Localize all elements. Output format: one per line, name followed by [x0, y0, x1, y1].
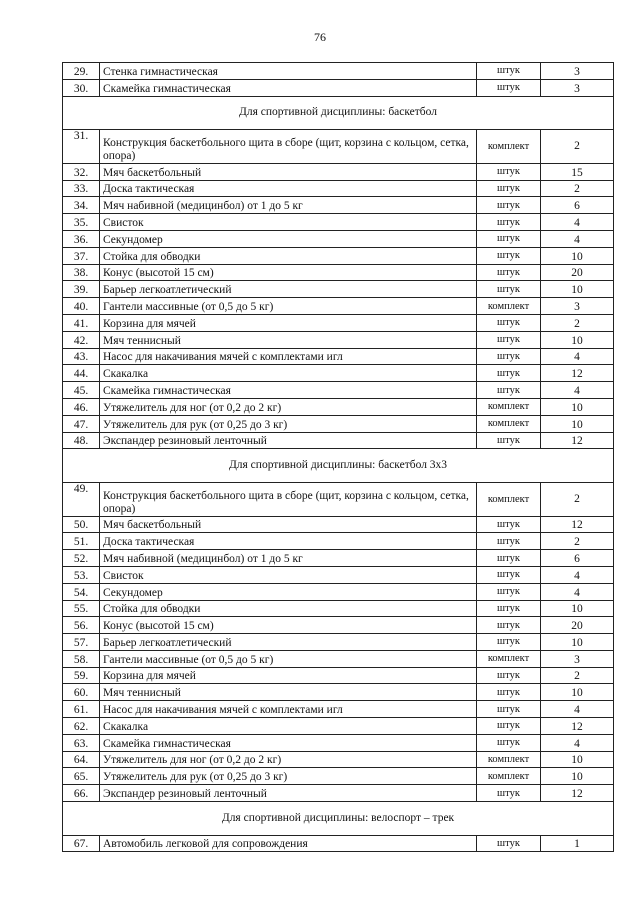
row-number: 62. — [63, 718, 100, 735]
item-unit: штук — [477, 382, 541, 399]
item-quantity: 10 — [541, 751, 614, 768]
item-name: Скамейка гимнастическая — [100, 79, 477, 96]
table-row — [63, 751, 614, 768]
table-row — [63, 298, 614, 315]
item-unit: штук — [477, 163, 541, 180]
item-name: Барьер легкоатлетический — [100, 281, 477, 298]
item-quantity: 12 — [541, 516, 614, 533]
row-number: 44. — [63, 365, 100, 382]
row-number: 34. — [63, 197, 100, 214]
row-number: 38. — [63, 264, 100, 281]
section-title: Для спортивной дисциплины: велоспорт – трек — [63, 802, 614, 836]
item-name: Корзина для мячей — [100, 667, 477, 684]
item-quantity: 12 — [541, 432, 614, 449]
item-quantity: 10 — [541, 768, 614, 785]
item-name: Автомобиль легковой для сопровождения — [100, 835, 477, 852]
table-row — [63, 734, 614, 751]
item-unit: штук — [477, 684, 541, 701]
item-unit: комплект — [477, 482, 541, 516]
item-name: Утяжелитель для ног (от 0,2 до 2 кг) — [100, 398, 477, 415]
item-name: Насос для накачивания мячей с комплектами игл — [100, 348, 477, 365]
table-row — [63, 398, 614, 415]
table-row — [63, 79, 614, 96]
item-unit: штук — [477, 281, 541, 298]
item-unit: комплект — [477, 768, 541, 785]
item-name: Гантели массивные (от 0,5 до 5 кг) — [100, 298, 477, 315]
row-number: 52. — [63, 550, 100, 567]
item-unit: штук — [477, 63, 541, 80]
item-quantity: 2 — [541, 130, 614, 164]
item-unit: штук — [477, 314, 541, 331]
table-row — [63, 482, 614, 516]
item-quantity: 6 — [541, 197, 614, 214]
item-quantity: 10 — [541, 600, 614, 617]
row-number: 39. — [63, 281, 100, 298]
item-quantity: 4 — [541, 734, 614, 751]
item-quantity: 4 — [541, 701, 614, 718]
item-name: Конус (высотой 15 см) — [100, 264, 477, 281]
item-name: Стойка для обводки — [100, 247, 477, 264]
item-quantity: 12 — [541, 718, 614, 735]
item-quantity: 2 — [541, 667, 614, 684]
row-number: 29. — [63, 63, 100, 80]
item-unit: штук — [477, 785, 541, 802]
item-unit: штук — [477, 718, 541, 735]
item-unit: комплект — [477, 130, 541, 164]
item-unit: штук — [477, 230, 541, 247]
section-header-row — [63, 449, 614, 483]
item-quantity: 10 — [541, 247, 614, 264]
item-name: Мяч баскетбольный — [100, 163, 477, 180]
item-quantity: 10 — [541, 634, 614, 651]
item-name: Скамейка гимнастическая — [100, 734, 477, 751]
item-quantity: 4 — [541, 566, 614, 583]
table-row — [63, 331, 614, 348]
table-row — [63, 415, 614, 432]
item-name: Мяч набивной (медицинбол) от 1 до 5 кг — [100, 550, 477, 567]
item-name: Мяч теннисный — [100, 331, 477, 348]
row-number: 56. — [63, 617, 100, 634]
table-row — [63, 247, 614, 264]
table-row — [63, 214, 614, 231]
item-name: Конструкция баскетбольного щита в сборе (щит, корзина с кольцом, сетка, опора) — [100, 482, 477, 516]
table-row — [63, 197, 614, 214]
item-name: Скамейка гимнастическая — [100, 382, 477, 399]
row-number: 45. — [63, 382, 100, 399]
row-number: 35. — [63, 214, 100, 231]
table-row — [63, 180, 614, 197]
row-number: 58. — [63, 650, 100, 667]
item-quantity: 10 — [541, 415, 614, 432]
item-name: Свисток — [100, 566, 477, 583]
item-name: Скакалка — [100, 718, 477, 735]
item-quantity: 4 — [541, 583, 614, 600]
row-number: 49. — [63, 482, 100, 516]
item-quantity: 3 — [541, 650, 614, 667]
table-row — [63, 835, 614, 852]
row-number: 42. — [63, 331, 100, 348]
table-row — [63, 230, 614, 247]
item-quantity: 15 — [541, 163, 614, 180]
row-number: 37. — [63, 247, 100, 264]
table-row — [63, 617, 614, 634]
item-name: Стойка для обводки — [100, 600, 477, 617]
item-name: Свисток — [100, 214, 477, 231]
item-name: Утяжелитель для рук (от 0,25 до 3 кг) — [100, 768, 477, 785]
item-quantity: 4 — [541, 348, 614, 365]
table-row — [63, 382, 614, 399]
item-quantity: 4 — [541, 230, 614, 247]
row-number: 46. — [63, 398, 100, 415]
item-quantity: 20 — [541, 264, 614, 281]
section-title: Для спортивной дисциплины: баскетбол — [63, 96, 614, 130]
equipment-table — [62, 62, 614, 852]
item-name: Доска тактическая — [100, 180, 477, 197]
item-name: Конус (высотой 15 см) — [100, 617, 477, 634]
item-unit: штук — [477, 550, 541, 567]
table-row — [63, 566, 614, 583]
row-number: 61. — [63, 701, 100, 718]
item-quantity: 3 — [541, 63, 614, 80]
item-unit: штук — [477, 533, 541, 550]
item-name: Секундомер — [100, 583, 477, 600]
page-number: 76 — [314, 30, 326, 44]
item-quantity: 12 — [541, 785, 614, 802]
table-row — [63, 718, 614, 735]
item-name: Корзина для мячей — [100, 314, 477, 331]
item-name: Мяч теннисный — [100, 684, 477, 701]
row-number: 31. — [63, 130, 100, 164]
item-quantity: 1 — [541, 835, 614, 852]
row-number: 65. — [63, 768, 100, 785]
row-number: 51. — [63, 533, 100, 550]
row-number: 48. — [63, 432, 100, 449]
item-name: Насос для накачивания мячей с комплектами игл — [100, 701, 477, 718]
item-name: Утяжелитель для рук (от 0,25 до 3 кг) — [100, 415, 477, 432]
item-name: Гантели массивные (от 0,5 до 5 кг) — [100, 650, 477, 667]
row-number: 63. — [63, 734, 100, 751]
table-row — [63, 130, 614, 164]
row-number: 60. — [63, 684, 100, 701]
row-number: 40. — [63, 298, 100, 315]
item-unit: штук — [477, 432, 541, 449]
item-unit: штук — [477, 180, 541, 197]
table-row — [63, 516, 614, 533]
item-unit: штук — [477, 701, 541, 718]
item-quantity: 20 — [541, 617, 614, 634]
item-quantity: 2 — [541, 482, 614, 516]
table-row — [63, 314, 614, 331]
item-quantity: 2 — [541, 314, 614, 331]
item-quantity: 4 — [541, 382, 614, 399]
table-row — [63, 432, 614, 449]
item-unit: штук — [477, 566, 541, 583]
item-quantity: 2 — [541, 180, 614, 197]
table-row — [63, 667, 614, 684]
row-number: 66. — [63, 785, 100, 802]
item-unit: комплект — [477, 650, 541, 667]
item-name: Утяжелитель для ног (от 0,2 до 2 кг) — [100, 751, 477, 768]
table-row — [63, 533, 614, 550]
row-number: 33. — [63, 180, 100, 197]
table-row — [63, 701, 614, 718]
item-unit: штук — [477, 197, 541, 214]
item-name: Барьер легкоатлетический — [100, 634, 477, 651]
row-number: 36. — [63, 230, 100, 247]
item-quantity: 6 — [541, 550, 614, 567]
item-unit: штук — [477, 516, 541, 533]
item-name: Конструкция баскетбольного щита в сборе (щит, корзина с кольцом, сетка, опора) — [100, 130, 477, 164]
item-quantity: 10 — [541, 281, 614, 298]
item-quantity: 4 — [541, 214, 614, 231]
item-unit: штук — [477, 667, 541, 684]
row-number: 59. — [63, 667, 100, 684]
table-row — [63, 583, 614, 600]
item-unit: штук — [477, 214, 541, 231]
item-unit: штук — [477, 583, 541, 600]
item-unit: штук — [477, 365, 541, 382]
row-number: 53. — [63, 566, 100, 583]
item-unit: штук — [477, 634, 541, 651]
table-row — [63, 550, 614, 567]
row-number: 32. — [63, 163, 100, 180]
item-unit: штук — [477, 835, 541, 852]
table-row — [63, 684, 614, 701]
item-name: Скакалка — [100, 365, 477, 382]
item-name: Стенка гимнастическая — [100, 63, 477, 80]
item-quantity: 3 — [541, 298, 614, 315]
item-quantity: 3 — [541, 79, 614, 96]
item-quantity: 10 — [541, 398, 614, 415]
row-number: 47. — [63, 415, 100, 432]
item-unit: комплект — [477, 415, 541, 432]
row-number: 54. — [63, 583, 100, 600]
item-unit: штук — [477, 617, 541, 634]
table-body — [63, 63, 614, 852]
table-row — [63, 634, 614, 651]
item-name: Мяч набивной (медицинбол) от 1 до 5 кг — [100, 197, 477, 214]
item-quantity: 10 — [541, 684, 614, 701]
row-number: 50. — [63, 516, 100, 533]
table-row — [63, 650, 614, 667]
table-row — [63, 600, 614, 617]
item-unit: штук — [477, 264, 541, 281]
table-row — [63, 365, 614, 382]
item-unit: комплект — [477, 751, 541, 768]
table-row — [63, 264, 614, 281]
item-unit: штук — [477, 247, 541, 264]
item-name: Секундомер — [100, 230, 477, 247]
item-unit: комплект — [477, 298, 541, 315]
item-quantity: 2 — [541, 533, 614, 550]
item-unit: штук — [477, 734, 541, 751]
item-unit: штук — [477, 331, 541, 348]
item-unit: штук — [477, 348, 541, 365]
row-number: 67. — [63, 835, 100, 852]
row-number: 57. — [63, 634, 100, 651]
item-name: Экспандер резиновый ленточный — [100, 785, 477, 802]
row-number: 64. — [63, 751, 100, 768]
row-number: 30. — [63, 79, 100, 96]
item-quantity: 12 — [541, 365, 614, 382]
item-unit: штук — [477, 79, 541, 96]
item-quantity: 10 — [541, 331, 614, 348]
table-row — [63, 768, 614, 785]
item-unit: штук — [477, 600, 541, 617]
item-name: Экспандер резиновый ленточный — [100, 432, 477, 449]
item-name: Мяч баскетбольный — [100, 516, 477, 533]
table-row — [63, 785, 614, 802]
row-number: 41. — [63, 314, 100, 331]
row-number: 55. — [63, 600, 100, 617]
table-row — [63, 281, 614, 298]
row-number: 43. — [63, 348, 100, 365]
table-row — [63, 63, 614, 80]
table-row — [63, 163, 614, 180]
section-title: Для спортивной дисциплины: баскетбол 3х3 — [63, 449, 614, 483]
item-name: Доска тактическая — [100, 533, 477, 550]
section-header-row — [63, 802, 614, 836]
section-header-row — [63, 96, 614, 130]
table-row — [63, 348, 614, 365]
item-unit: комплект — [477, 398, 541, 415]
